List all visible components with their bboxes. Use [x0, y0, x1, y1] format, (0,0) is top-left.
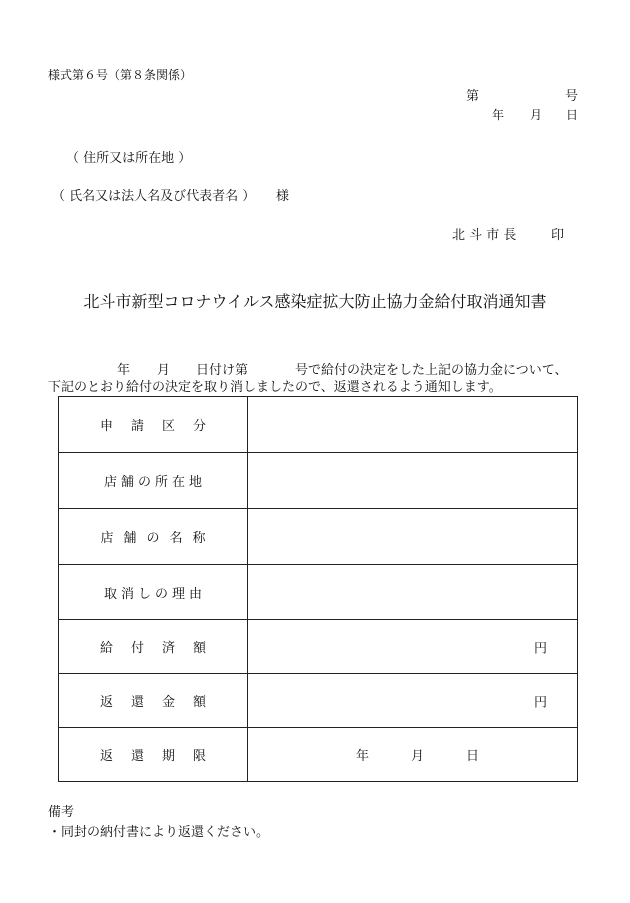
- intro-year: 年: [117, 363, 131, 378]
- row-label-cancellation-reason: 取消しの理由: [103, 586, 206, 602]
- notes-heading: 備考: [48, 805, 75, 820]
- row-value-cancellation-reason: [248, 565, 578, 620]
- row-value-refund-deadline: [248, 728, 578, 782]
- details-table: [58, 396, 578, 782]
- table-row: [59, 728, 578, 782]
- yen-unit: 円: [533, 641, 547, 656]
- addressee-honorific: 様: [276, 189, 290, 204]
- row-label-refund-deadline: 返還期限: [99, 749, 224, 764]
- table-row: [59, 397, 578, 453]
- row-value-refund-amount: [248, 674, 578, 728]
- row-label-application-category: 申請区分: [99, 419, 224, 434]
- deadline-month: 月: [411, 749, 425, 764]
- table-row: [59, 453, 578, 509]
- date-year: 年: [492, 108, 505, 122]
- row-label-refund-amount: 返還金額: [99, 695, 224, 710]
- row-value-paid-amount: [248, 620, 578, 674]
- deadline-day: 日: [466, 749, 480, 764]
- table-row: [59, 620, 578, 674]
- date-month: 月: [530, 108, 543, 122]
- intro-line2: 下記のとおり給付の決定を取り消しましたので、返還されるよう通知します。: [48, 380, 502, 395]
- addressee-address-label: （ 住所又は所在地 ）: [66, 151, 192, 166]
- addressee-name-label: （ 氏名又は法人名及び代表者名 ）: [52, 189, 256, 204]
- deadline-year: 年: [356, 749, 370, 764]
- intro-month: 月: [157, 363, 171, 378]
- row-value-application-category: [248, 397, 578, 453]
- table-row: [59, 674, 578, 728]
- row-label-store-address: 店舗の所在地: [103, 475, 206, 490]
- table-row: [59, 509, 578, 565]
- row-label-paid-amount: 給付済額: [99, 641, 224, 656]
- table-row: [59, 565, 578, 620]
- document-number-suffix: 号: [565, 89, 579, 104]
- form-reference: 様式第６号（第８条関係）: [48, 68, 193, 82]
- intro-line1-rest: 号で給付の決定をした上記の協力金について、: [295, 363, 568, 378]
- row-label-store-name: 店舗の名称: [100, 531, 216, 546]
- date-day: 日: [566, 108, 579, 122]
- document-title: 北斗市新型コロナウイルス感染症拡大防止協力金給付取消通知書: [83, 292, 547, 311]
- notes-item: ・同封の納付書により返還ください。: [48, 825, 270, 840]
- intro-dated: 日付け第: [196, 363, 249, 378]
- yen-unit: 円: [533, 695, 547, 710]
- row-value-store-address: [248, 453, 578, 509]
- seal-mark: 印: [551, 228, 565, 243]
- document-number-prefix: 第: [466, 89, 480, 104]
- mayor-title: 北 斗 市 長: [452, 228, 517, 243]
- row-value-store-name: [248, 509, 578, 565]
